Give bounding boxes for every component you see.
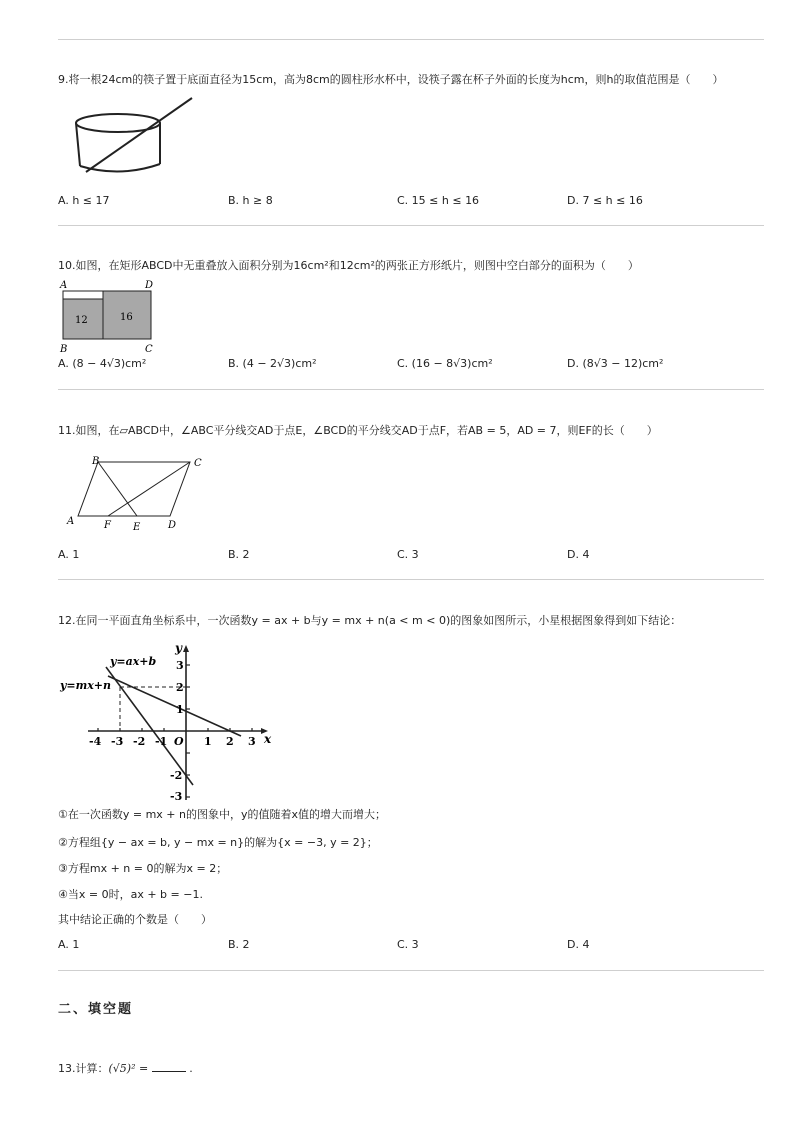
- divider-q9: [58, 225, 764, 226]
- label-line1: y=ax+b: [110, 655, 157, 668]
- x-tick-neg3: -3: [111, 735, 124, 748]
- divider-q11: [58, 579, 764, 580]
- label-d: D: [145, 280, 154, 291]
- q13-suffix: .: [189, 1062, 193, 1075]
- question-10-text: 10.如图，在矩形ABCD中无重叠放入面积分别为16cm²和12cm²的两张正方形纸片，则图中空白部分的面积为（ ）: [58, 259, 639, 272]
- question-12-text: 12.在同一平面直角坐标系中，一次函数y = ax + b与y = mx + n(a < m < 0)的图象如图所示，小星根据图象得到如下结论：: [58, 614, 682, 627]
- q11-option-c: C. 3: [397, 548, 419, 561]
- origin-label: O: [174, 735, 184, 748]
- label-line2: y=mx+n: [60, 679, 112, 692]
- x-tick-3: 3: [248, 735, 256, 748]
- square-large-label: 16: [120, 312, 133, 323]
- q12-option-b: B. 2: [228, 938, 250, 951]
- square-small-label: 12: [75, 315, 88, 326]
- label-a: A: [60, 280, 68, 291]
- q13-prefix: 13.计算：: [58, 1062, 109, 1075]
- question-9-text: 9.将一根24cm的筷子置于底面直径为15cm，高为8cm的圆柱形水杯中，设筷子露在杯子外面的长度为hcm，则h的取值范围是（ ）: [58, 73, 724, 86]
- conclusion-2: ②方程组{y − ax = b, y − mx = n}的解为{x = −3, y = 2}；: [58, 836, 378, 849]
- x-tick-1: 1: [204, 735, 212, 748]
- question-11-text: 11.如图，在▱ABCD中，∠ABC平分线交AD于点E，∠BCD的平分线交AD于点F，若AB = 5，AD = 7，则EF的长（ ）: [58, 424, 658, 437]
- label-f: F: [104, 520, 111, 531]
- conclusion-1: ①在一次函数y = mx + n的图象中，y的值随着x值的增大而增大；: [58, 808, 387, 821]
- conclusion-4: ④当x = 0时，ax + b = −1.: [58, 888, 203, 901]
- y-tick-1: 1: [176, 703, 184, 716]
- q13-expression: (√5)² =: [108, 1062, 149, 1075]
- q11-option-b: B. 2: [228, 548, 250, 561]
- label-c: C: [145, 344, 153, 355]
- question-13: [58, 1061, 193, 1076]
- label-e: E: [133, 522, 141, 533]
- y-tick-neg2: -2: [170, 769, 183, 782]
- axis-label-y: y: [175, 641, 182, 655]
- label-a: A: [67, 516, 75, 527]
- chopstick: [86, 98, 192, 172]
- x-tick-neg4: -4: [89, 735, 102, 748]
- line-mx-n: [108, 676, 241, 736]
- conclusion-3: ③方程mx + n = 0的解为x = 2；: [58, 862, 228, 875]
- divider-q12: [58, 970, 764, 971]
- q10-option-a: A. (8 − 4√3)cm²: [58, 357, 147, 370]
- label-d: D: [168, 520, 177, 531]
- q12-option-c: C. 3: [397, 938, 419, 951]
- x-tick-2: 2: [226, 735, 234, 748]
- cup-chopstick-figure: [72, 96, 197, 178]
- bisector-cf: [108, 462, 190, 516]
- q12-option-a: A. 1: [58, 938, 80, 951]
- axis-label-x: x: [264, 732, 272, 746]
- q12-question: 其中结论正确的个数是（ ）: [58, 913, 212, 926]
- divider-q10: [58, 389, 764, 390]
- rectangle-squares-figure: [58, 278, 158, 354]
- y-tick-neg3: -3: [170, 790, 183, 803]
- divider-top: [58, 39, 764, 40]
- q9-option-b: B. h ≥ 8: [228, 194, 273, 207]
- x-tick-neg1: -1: [155, 735, 168, 748]
- section-title: 二、填空题: [58, 1002, 134, 1017]
- y-tick-2: 2: [176, 681, 184, 694]
- parallelogram-figure: [64, 452, 214, 534]
- q10-option-c: C. (16 − 8√3)cm²: [397, 357, 493, 370]
- q12-option-d: D. 4: [567, 938, 590, 951]
- parallelogram-abcd: [78, 462, 190, 516]
- bisector-be: [98, 462, 137, 516]
- q11-option-d: D. 4: [567, 548, 590, 561]
- q9-option-c: C. 15 ≤ h ≤ 16: [397, 194, 480, 207]
- label-b: B: [92, 456, 100, 467]
- label-c: C: [194, 458, 202, 469]
- y-axis-arrow: [183, 645, 189, 652]
- x-tick-neg2: -2: [133, 735, 146, 748]
- q9-option-d: D. 7 ≤ h ≤ 16: [567, 194, 643, 207]
- q9-option-a: A. h ≤ 17: [58, 194, 110, 207]
- q10-option-b: B. (4 − 2√3)cm²: [228, 357, 317, 370]
- label-b: B: [60, 344, 68, 355]
- y-tick-3: 3: [176, 659, 184, 672]
- cup-left-side: [76, 123, 80, 166]
- answer-blank[interactable]: [152, 1061, 186, 1072]
- q10-option-d: D. (8√3 − 12)cm²: [567, 357, 664, 370]
- q11-option-a: A. 1: [58, 548, 80, 561]
- coordinate-graph: [58, 640, 278, 805]
